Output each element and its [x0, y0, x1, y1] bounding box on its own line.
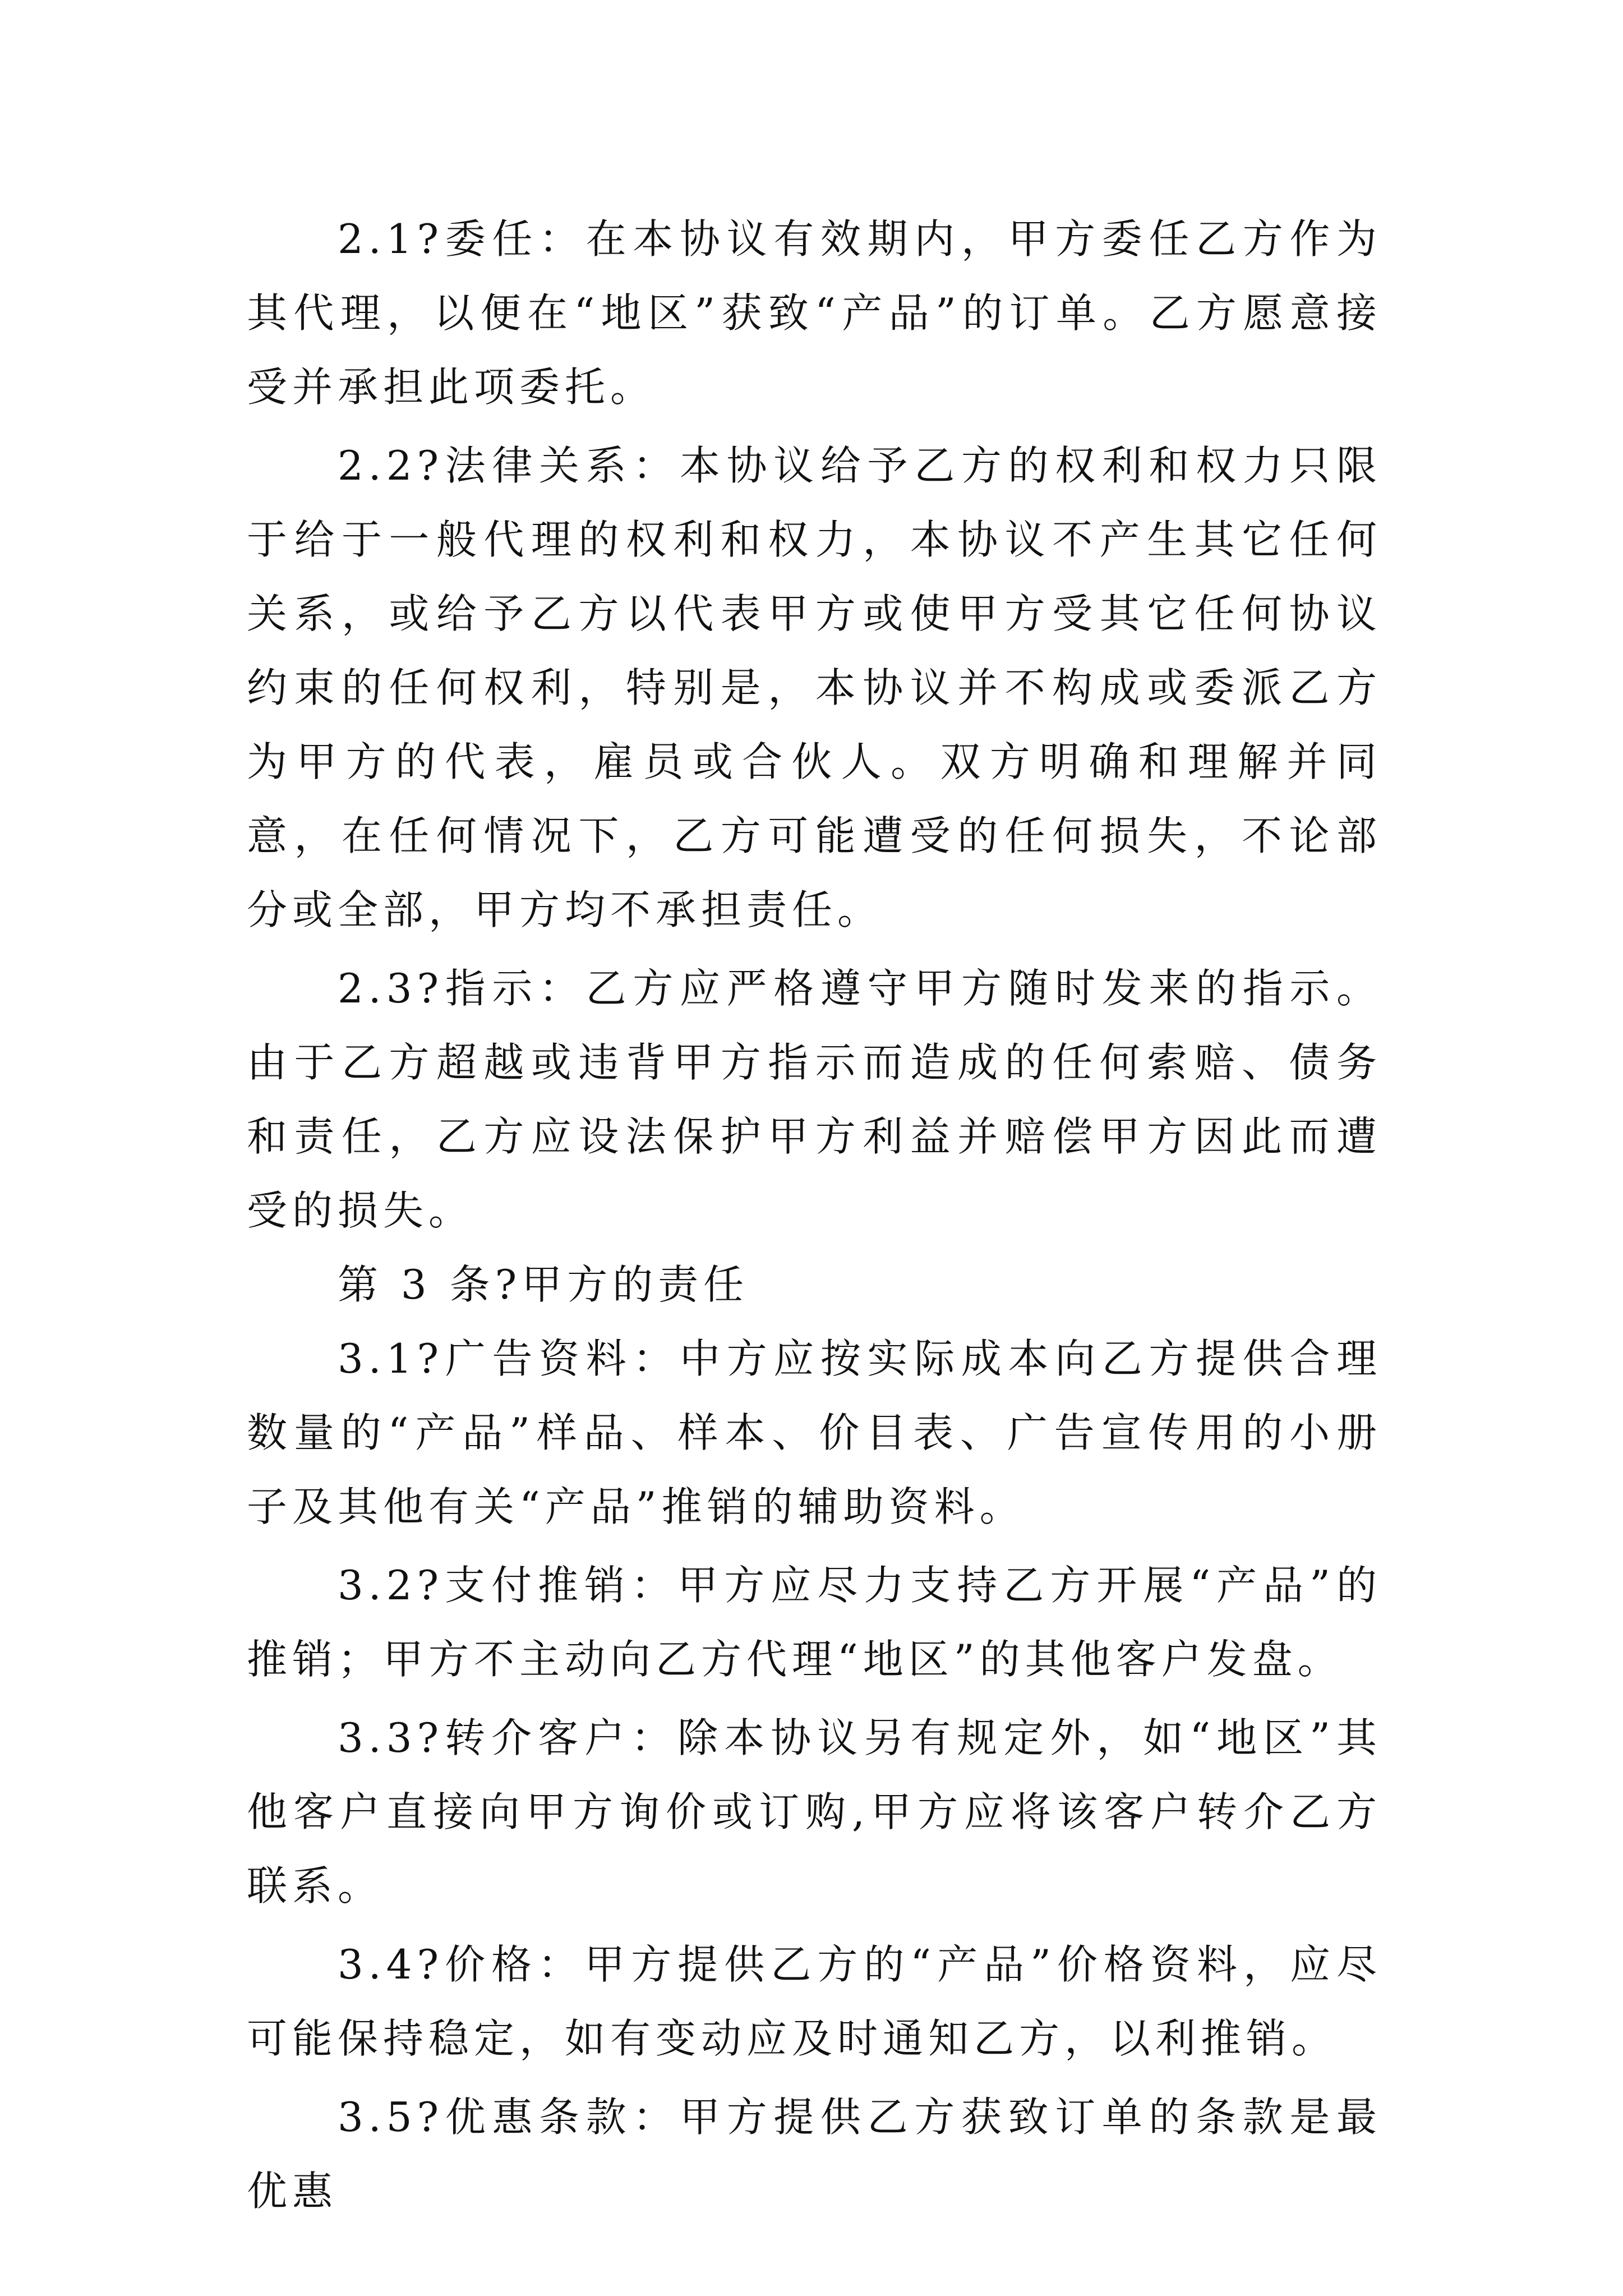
paragraph-3-5: 3.5?优惠条款：甲方提供乙方获致订单的条款是最优惠 [247, 2093, 1382, 2215]
paragraph-2-3: 2.3?指示：乙方应严格遵守甲方随时发来的指示。由于乙方超越或违背甲方指示而造成的任何索赔、债务和责任，乙方应设法保护甲方利益并赔偿甲方因此而遭受的损失。 [247, 965, 1382, 1234]
paragraph-2-1: 2.1?委任：在本协议有效期内，甲方委任乙方作为其代理，以便在“地区”获致“产品”的订单。乙方愿意接受并承担此项委托。 [247, 215, 1382, 411]
paragraph-2-2: 2.2?法律关系：本协议给予乙方的权利和权力只限于给于一般代理的权利和权力，本协议不产生其它任何关系，或给予乙方以代表甲方或使甲方受其它任何协议约束的任何权利，特别是，本协议并不构成或委派乙方为甲方的代表，雇员或合伙人。双方明确和理解并同意，在任何情况下，乙方可能遭受的任何损失，不论部分或全部，甲方均不承担责任。 [247, 442, 1382, 933]
paragraph-3-1: 3.1?广告资料：中方应按实际成本向乙方提供合理数量的“产品”样品、样本、价目表、广告宣传用的小册子及其他有关“产品”推销的辅助资料。 [247, 1335, 1382, 1530]
paragraph-3-4: 3.4?价格：甲方提供乙方的“产品”价格资料，应尽可能保持稳定，如有变动应及时通知乙方，以利推销。 [247, 1941, 1382, 2062]
paragraph-3-3: 3.3?转介客户：除本协议另有规定外，如“地区”其他客户直接向甲方询价或订购,甲方应将该客户转介乙方联系。 [247, 1714, 1382, 1910]
paragraph-3-2: 3.2?支付推销：甲方应尽力支持乙方开展“产品”的推销；甲方不主动向乙方代理“地区”的其他客户发盘。 [247, 1562, 1382, 1683]
section-heading-article-3: 第 3 条?甲方的责任 [338, 1261, 749, 1308]
document-body [247, 202, 1382, 2228]
